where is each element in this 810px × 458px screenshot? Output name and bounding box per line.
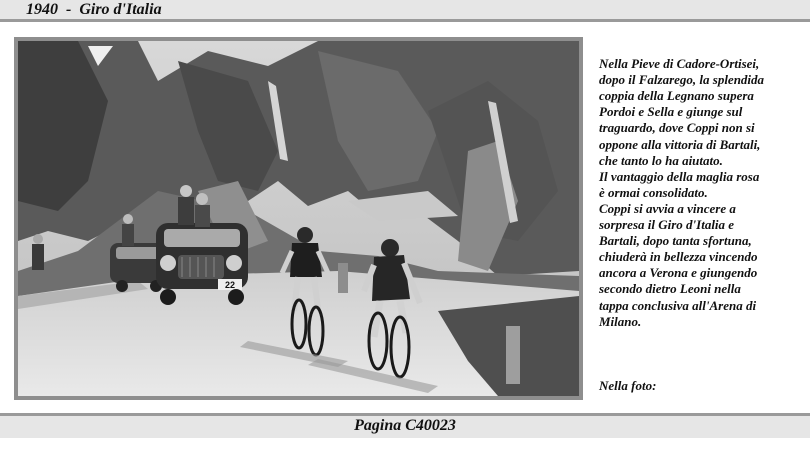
photo-caption — [599, 40, 804, 458]
car-plate: 22 — [224, 280, 236, 290]
page-header — [0, 0, 810, 22]
page-title: 1940 - Giro d'Italia — [26, 1, 162, 18]
page-number: Pagina C40023 — [354, 417, 456, 434]
page-footer — [0, 416, 810, 438]
historic-photo — [18, 41, 579, 396]
caption-photo-label: Nella foto: — [599, 377, 657, 393]
photo-frame — [14, 37, 583, 400]
caption-main-text: Nella Pieve di Cadore-Ortisei, dopo il Falzarego, la splendida coppia della Legnano supera Pordoi e Sella e giunge sul traguardo, dove Coppi non si oppone alla vittoria di Bartali, che tanto lo ha aiutato. Il vantaggio della maglia rosa è ormai consolidato. Coppi si avvia a vincere a sorpresa il Giro d'Italia e Bartali, dopo tanta sfortuna, chiuderà in bellezza vincendo ancora a Verona e giungendo secondo dietro Leoni nella tappa conclusiva all'Arena di Milano. — [599, 56, 765, 329]
caption-spacer — [599, 346, 804, 362]
